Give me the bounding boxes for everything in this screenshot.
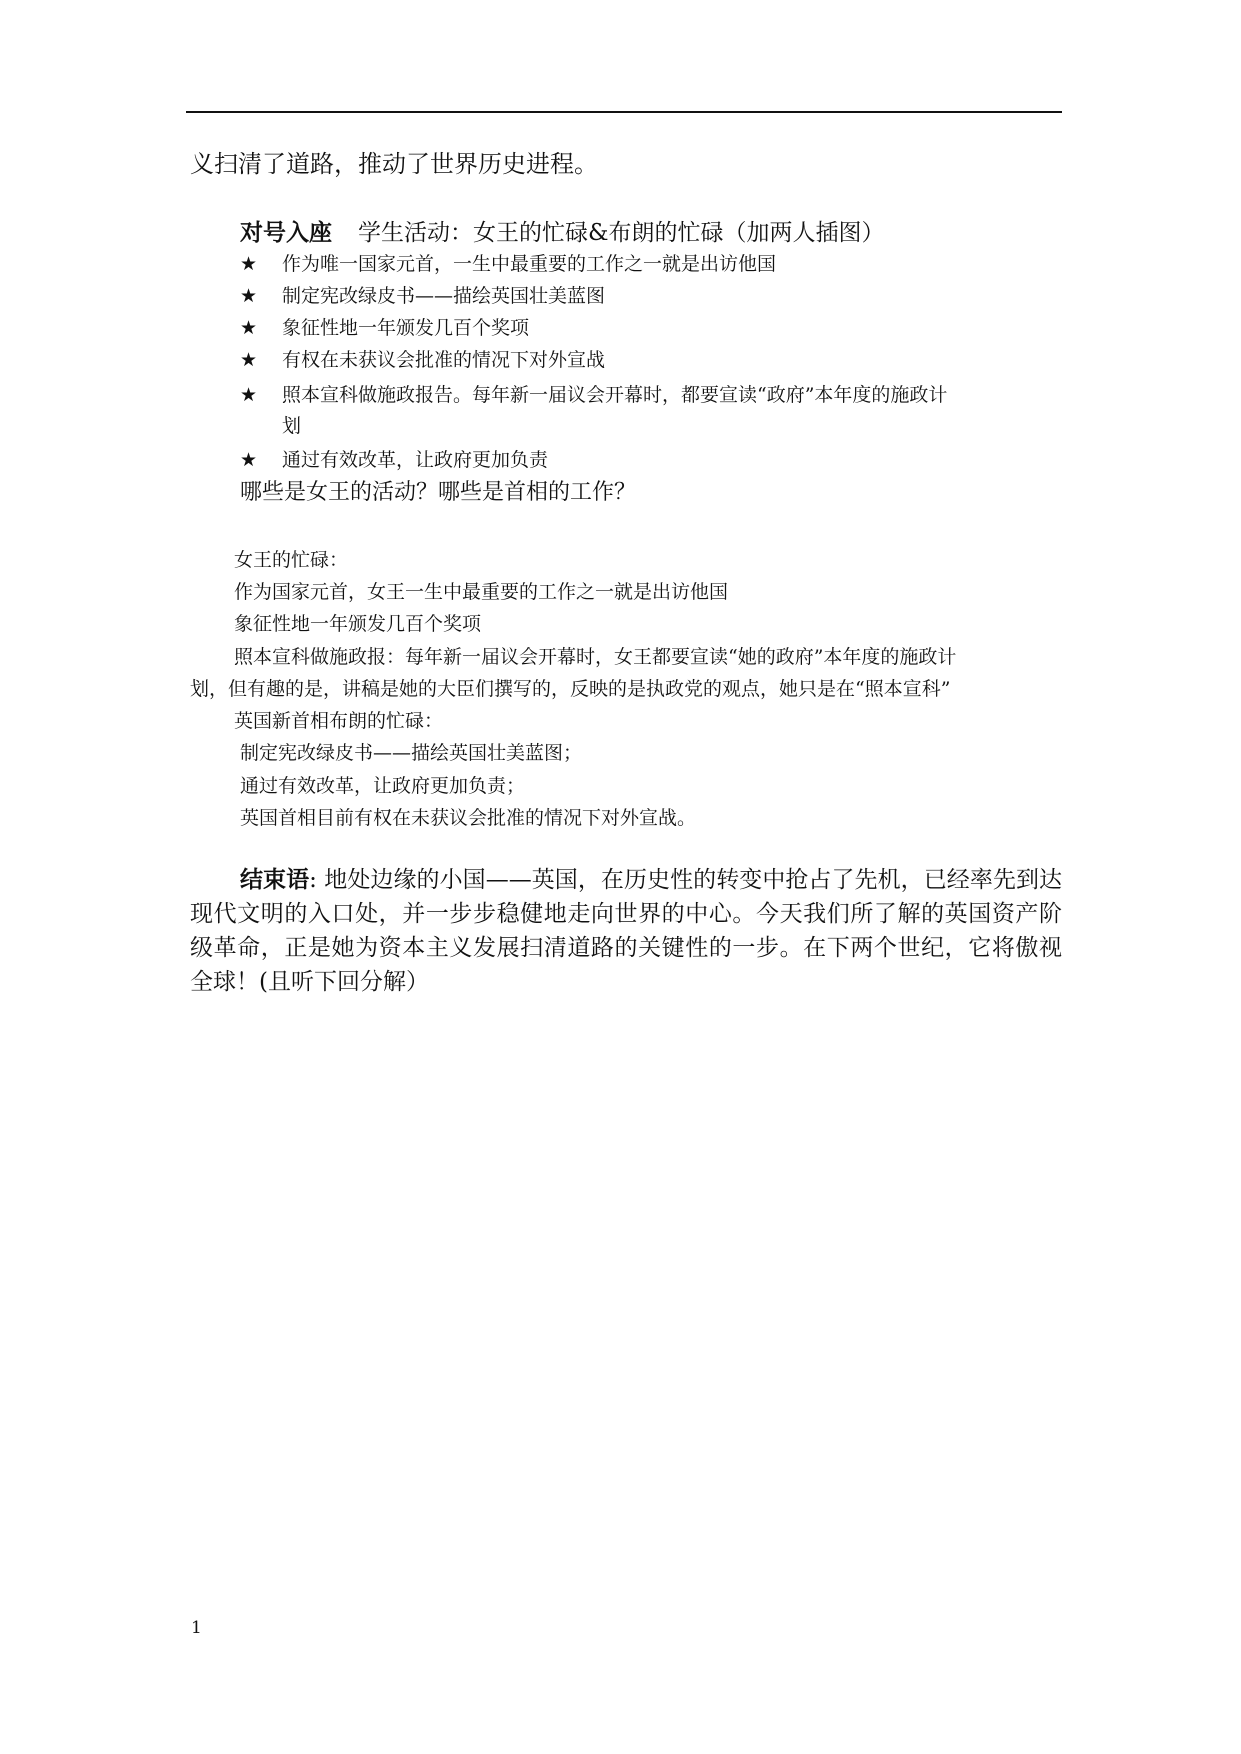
queen-item: 作为国家元首，女王一生中最重要的工作之一就是出访他国 bbox=[234, 581, 729, 603]
section-heading bbox=[240, 218, 884, 248]
list-item-text: 有权在未获议会批准的情况下对外宣战 bbox=[282, 349, 606, 371]
brown-item: 制定宪改绿皮书——描绘英国壮美蓝图； bbox=[240, 742, 583, 764]
star-icon: ★ bbox=[240, 449, 258, 471]
queen-item: 照本宣科做施政报：每年新一届议会开幕时，女王都要宣读“她的政府”本年度的施政计 bbox=[234, 646, 957, 668]
list-item-continuation: 划 bbox=[282, 415, 302, 437]
star-icon: ★ bbox=[240, 384, 258, 406]
page-number: 1 bbox=[191, 1618, 202, 1638]
list-item-text: 象征性地一年颁发几百个奖项 bbox=[282, 317, 530, 339]
list-item-text: 照本宣科做施政报告。每年新一届议会开幕时，都要宣读“政府”本年度的施政计 bbox=[282, 384, 948, 406]
brown-title: 英国新首相布朗的忙碌： bbox=[234, 710, 444, 732]
header-rule bbox=[186, 111, 1062, 113]
queen-item: 象征性地一年颁发几百个奖项 bbox=[234, 613, 482, 635]
list-item-text: 通过有效改革，让政府更加负责 bbox=[282, 449, 549, 471]
queen-title: 女王的忙碌： bbox=[234, 549, 349, 571]
section-label: 对号入座 bbox=[240, 220, 332, 246]
queen-item-continuation: 划，但有趣的是，讲稿是她的大臣们撰写的，反映的是执政党的观点，她只是在“照本宣科” bbox=[190, 678, 951, 700]
list-item-text: 作为唯一国家元首，一生中最重要的工作之一就是出访他国 bbox=[282, 253, 777, 275]
star-icon: ★ bbox=[240, 285, 258, 307]
section-title: 学生活动：女王的忙碌&布朗的忙碌（加两人插图） bbox=[358, 220, 885, 246]
closing-text: 地处边缘的小国——英国，在历史性的转变中抢占了先机，已经率先到达现代文明的入口处，并一步步稳健地走向世界的中心。今天我们所了解的英国资产阶级革命，正是她为资本主义发展扫清道路的关键性的一步。在下两个世纪，它将傲视全球！(且听下回分解） bbox=[190, 867, 1062, 995]
closing-paragraph bbox=[190, 863, 1062, 999]
brown-item: 通过有效改革，让政府更加负责； bbox=[240, 775, 526, 797]
question-line: 哪些是女王的活动？哪些是首相的工作？ bbox=[240, 480, 637, 505]
star-icon: ★ bbox=[240, 349, 258, 371]
closing-label: 结束语 bbox=[240, 867, 310, 893]
closing-colon: : bbox=[309, 867, 317, 893]
list-item-text: 制定宪改绿皮书——描绘英国壮美蓝图 bbox=[282, 285, 606, 307]
continuation-line: 义扫清了道路，推动了世界历史进程。 bbox=[190, 150, 598, 178]
star-icon: ★ bbox=[240, 253, 258, 275]
star-icon: ★ bbox=[240, 317, 258, 339]
brown-item: 英国首相目前有权在未获议会批准的情况下对外宣战。 bbox=[240, 807, 697, 829]
